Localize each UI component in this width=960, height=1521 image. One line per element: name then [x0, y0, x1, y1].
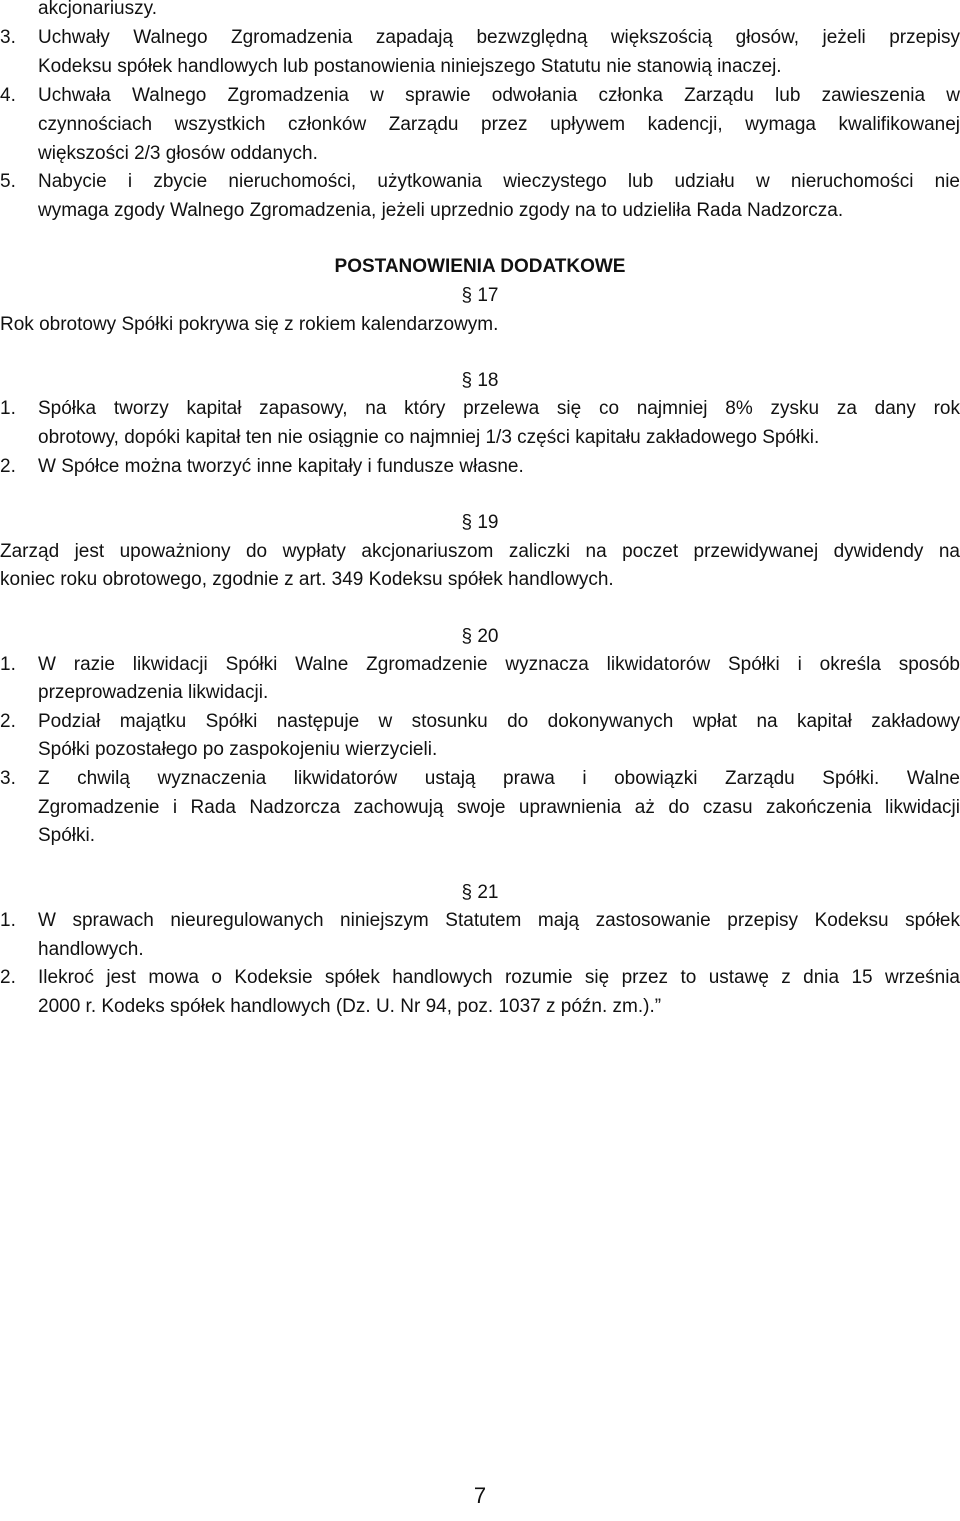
paragraph-text: Rok obrotowy Spółki pokrywa się z rokiem kalendarzowym.: [0, 314, 499, 335]
item-text: Podział majątku Spółki następuje w stosunku do dokonywanych wpłat na kapitał zakładowy: [38, 711, 960, 732]
paragraph-number: 19: [477, 512, 499, 533]
item-number: 1.: [0, 398, 16, 419]
item-text: Uchwały Walnego Zgromadzenia zapadają bezwzględną większością głosów, jeżeli przepisy: [38, 27, 960, 48]
item-text: W sprawach nieuregulowanych niniejszym Statutem mają zastosowanie przepisy Kodeksu spółek: [38, 910, 960, 931]
continued-fragment: akcjonariuszy.: [38, 0, 157, 19]
item-number: 2.: [0, 711, 16, 732]
paragraph-number: 17: [477, 285, 499, 306]
item-text: Spółka tworzy kapitał zapasowy, na który przelewa się co najmniej 8% zysku za dany rok: [38, 398, 960, 419]
page-number: 7: [473, 1483, 487, 1508]
item-text: Spółki pozostałego po zaspokojeniu wierzycieli.: [38, 739, 438, 760]
item-number: 1.: [0, 910, 16, 931]
section-sign: §: [461, 626, 478, 647]
item-number: 3.: [0, 768, 16, 789]
paragraph-number: 18: [477, 370, 499, 391]
paragraph-number: 20: [477, 626, 499, 647]
item-text: Uchwała Walnego Zgromadzenia w sprawie odwołania członka Zarządu lub zawieszenia w: [38, 85, 960, 106]
item-text: W razie likwidacji Spółki Walne Zgromadzenie wyznacza likwidatorów Spółki i określa sposób: [38, 654, 960, 675]
paragraph-heading-17: [0, 283, 960, 309]
paragraph-heading-19: [0, 510, 960, 536]
item-number: 2.: [0, 456, 16, 477]
item-text: Nabycie i zbycie nieruchomości, użytkowania wieczystego lub udziału w nieruchomości nie: [38, 171, 960, 192]
item-text: W Spółce można tworzyć inne kapitały i fundusze własne.: [38, 456, 524, 477]
item-text: Zgromadzenie i Rada Nadzorcza zachowują swoje uprawnienia aż do czasu zakończenia likwidacji: [38, 797, 960, 818]
item-text: przeprowadzenia likwidacji.: [38, 682, 269, 703]
item-text: Z chwilą wyznaczenia likwidatorów ustają prawa i obowiązki Zarządu Spółki. Walne: [38, 768, 960, 789]
item-text: wymaga zgody Walnego Zgromadzenia, jeżeli uprzednio zgody na to udzieliła Rada Nadzorcza.: [38, 200, 844, 221]
item-text: większości 2/3 głosów oddanych.: [38, 143, 318, 164]
item-text: Ilekroć jest mowa o Kodeksie spółek handlowych rozumie się przez to ustawę z dnia 15 września: [38, 967, 960, 988]
item-text: Spółki.: [38, 825, 96, 846]
item-text: Kodeksu spółek handlowych lub postanowienia niniejszego Statutu nie stanowią inaczej.: [38, 56, 782, 77]
section-sign: §: [461, 512, 478, 533]
item-text: handlowych.: [38, 939, 144, 960]
section-heading: POSTANOWIENIA DODATKOWE: [334, 256, 626, 277]
item-text: obrotowy, dopóki kapitał ten nie osiągnie co najmniej 1/3 części kapitału zakładowego Spółki.: [38, 427, 820, 448]
paragraph-number: 21: [477, 882, 499, 903]
item-number: 5.: [0, 171, 16, 192]
item-number: 3.: [0, 27, 16, 48]
item-number: 1.: [0, 654, 16, 675]
section-sign: §: [461, 882, 478, 903]
item-text: czynnościach wszystkich członków Zarządu przez upływem kadencji, wymaga kwalifikowanej: [38, 114, 960, 135]
paragraph-heading-18: [0, 368, 960, 394]
item-number: 4.: [0, 85, 16, 106]
section-sign: §: [461, 285, 478, 306]
paragraph-heading-21: [0, 880, 960, 906]
item-text: 2000 r. Kodeks spółek handlowych (Dz. U. Nr 94, poz. 1037 z późn. zm.).”: [38, 996, 662, 1017]
section-sign: §: [461, 370, 478, 391]
paragraph-text: Zarząd jest upoważniony do wypłaty akcjonariuszom zaliczki na poczet przewidywanej dywidendy na: [0, 541, 960, 562]
paragraph-text: koniec roku obrotowego, zgodnie z art. 349 Kodeksu spółek handlowych.: [0, 569, 614, 590]
paragraph-heading-20: [0, 624, 960, 650]
item-number: 2.: [0, 967, 16, 988]
